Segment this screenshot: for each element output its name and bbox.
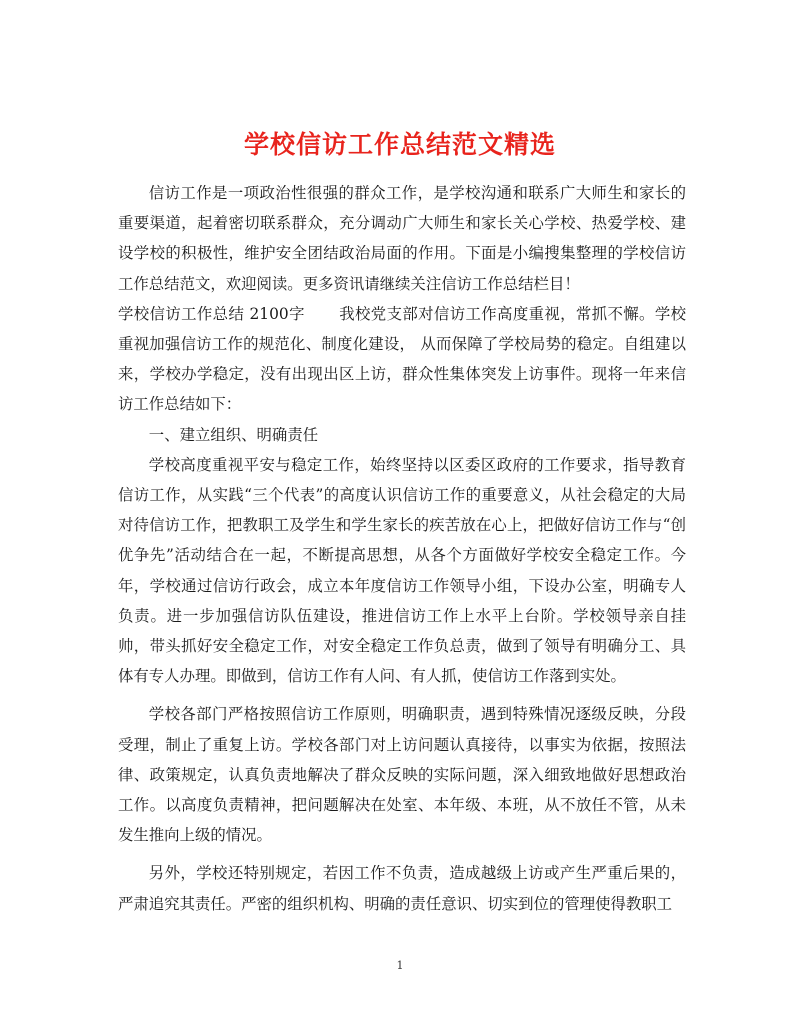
body-paragraph-3: 另外，学校还特别规定，若因工作不负责，造成越级上访或产生严重后果的，严肃追究其责任。严密的组织机构、明确的责任意识、切实到位的管理使得教职工: [118, 864, 686, 913]
intro-paragraph: 信访工作是一项政治性很强的群众工作，是学校沟通和联系广大师生和家长的重要渠道，起着密切联系群众，充分调动广大师生和家长关心学校、热爱学校、建设学校的积极性，维护安全团结政治局面的作用。下面是小编搜集整理的学校信访工作总结范文，欢迎阅读。更多资讯请继续关注信访工作总结栏目！: [118, 184, 686, 293]
section-heading: 一、建立组织、明确责任: [148, 425, 319, 444]
page-number: 1: [396, 959, 404, 972]
body-paragraph-1: 学校高度重视平安与稳定工作，始终坚持以区委区政府的工作要求，指导教育信访工作，从实践“三个代表”的高度认识信访工作的重要意义，从社会稳定的大局对待信访工作，把教职工及学生和学生家长的疾苦放在心上，把做好信访工作与“创优争先”活动结合在一起，不断提高思想，从各个方面做好学校安全稳定工作。今年，学校通过信访行政会，成立本年度信访工作领导小组，下设办公室，明确专人负责。进一步加强信访队伍建设，推进信访工作上水平上台阶。学校领导亲自挂帅，带头抓好安全稳定工作，对安全稳定工作负总责，做到了领导有明确分工、具体有专人办理。即做到，信访工作有人问、有人抓，使信访工作落到实处。: [118, 455, 686, 686]
summary-label: 学校信访工作总结 2100字: [118, 304, 305, 323]
summary-paragraph: [118, 299, 686, 420]
document-title: 学校信访工作总结范文精选: [243, 129, 556, 159]
body-paragraph-2: 学校各部门严格按照信访工作原则，明确职责，遇到特殊情况逐级反映，分段受理，制止了重复上访。学校各部门对上访问题认真接待，以事实为依据，按照法律、政策规定，认真负责地解决了群众反映的实际问题，深入细致地做好思想政治工作。以高度负责精神，把问题解决在处室、本年级、本班，从不放任不管，从未发生推向上级的情况。: [118, 705, 686, 845]
summary-text: 我校党支部对信访工作高度重视，常抓不懈。学校重视加强信访工作的规范化、制度化建设， 从而保障了学校局势的稳定。自组建以来，学校办学稳定，没有出现出区上访，群众性集体突发上访事件。现将一年来信访工作总结如下：: [118, 304, 686, 414]
document-body: [118, 178, 686, 919]
